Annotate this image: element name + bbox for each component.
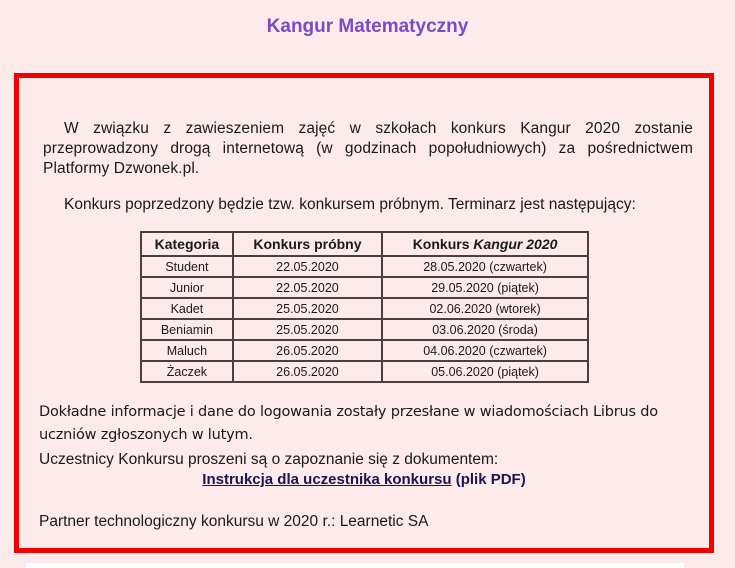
- schedule-table: [140, 231, 589, 383]
- notice-paragraph-partner: Partner technologiczny konkursu w 2020 r.: Learnetic SA: [39, 513, 429, 530]
- schedule-row: [141, 319, 588, 340]
- header-trial: Konkurs próbny: [233, 232, 382, 256]
- cell-trial-date: 26.05.2020: [233, 361, 382, 382]
- header-main-italic: Kangur 2020: [473, 236, 558, 252]
- cell-main-date: 05.06.2020 (piątek): [382, 361, 588, 382]
- schedule-row: [141, 277, 588, 298]
- schedule-row: [141, 340, 588, 361]
- cell-trial-date: 26.05.2020: [233, 340, 382, 361]
- notice-paragraph-login-info: Dokładne informacje i dane do logowania zostały przesłane w wiadomościach Librus do uczniów zgłoszonych w lutym.: [39, 404, 658, 443]
- notice-paragraph-schedule-intro: Konkurs poprzedzony będzie tzw. konkursem próbnym. Terminarz jest następujący:: [64, 196, 636, 213]
- cell-main-date: 28.05.2020 (czwartek): [382, 256, 588, 277]
- cell-main-date: 02.06.2020 (wtorek): [382, 298, 588, 319]
- header-main-prefix: Konkurs: [412, 236, 474, 252]
- schedule-row: [141, 361, 588, 382]
- link-suffix: (plik PDF): [451, 471, 526, 488]
- header-main: [382, 232, 588, 256]
- cell-trial-date: 22.05.2020: [233, 256, 382, 277]
- instruction-pdf-link[interactable]: Instrukcja dla uczestnika konkursu: [202, 471, 452, 488]
- cell-main-date: 29.05.2020 (piątek): [382, 277, 588, 298]
- cell-trial-date: 25.05.2020: [233, 319, 382, 340]
- notice-frame: [14, 73, 714, 553]
- cell-trial-date: 22.05.2020: [233, 277, 382, 298]
- cell-category: Student: [141, 256, 233, 277]
- notice-paragraph-intro: W związku z zawieszeniem zajęć w szkołach konkurs Kangur 2020 zostanie przeprowadzony drogą internetową (w godzinach popołudniowych) za pośrednictwem Platformy Dzwonek.pl.: [43, 120, 693, 177]
- cell-category: Beniamin: [141, 319, 233, 340]
- document-link-line: [19, 471, 709, 488]
- cell-category: Żaczek: [141, 361, 233, 382]
- header-category: Kategoria: [141, 232, 233, 256]
- bottom-white-strip: [26, 563, 684, 568]
- cell-category: Kadet: [141, 298, 233, 319]
- cell-main-date: 03.06.2020 (środa): [382, 319, 588, 340]
- cell-main-date: 04.06.2020 (czwartek): [382, 340, 588, 361]
- notice-paragraph-document: Uczestnicy Konkursu proszeni są o zapoznanie się z dokumentem:: [39, 451, 499, 468]
- schedule-row: [141, 298, 588, 319]
- cell-category: Junior: [141, 277, 233, 298]
- page-title: Kangur Matematyczny: [266, 16, 469, 37]
- schedule-header-row: [141, 232, 588, 256]
- cell-trial-date: 25.05.2020: [233, 298, 382, 319]
- schedule-row: [141, 256, 588, 277]
- cell-category: Maluch: [141, 340, 233, 361]
